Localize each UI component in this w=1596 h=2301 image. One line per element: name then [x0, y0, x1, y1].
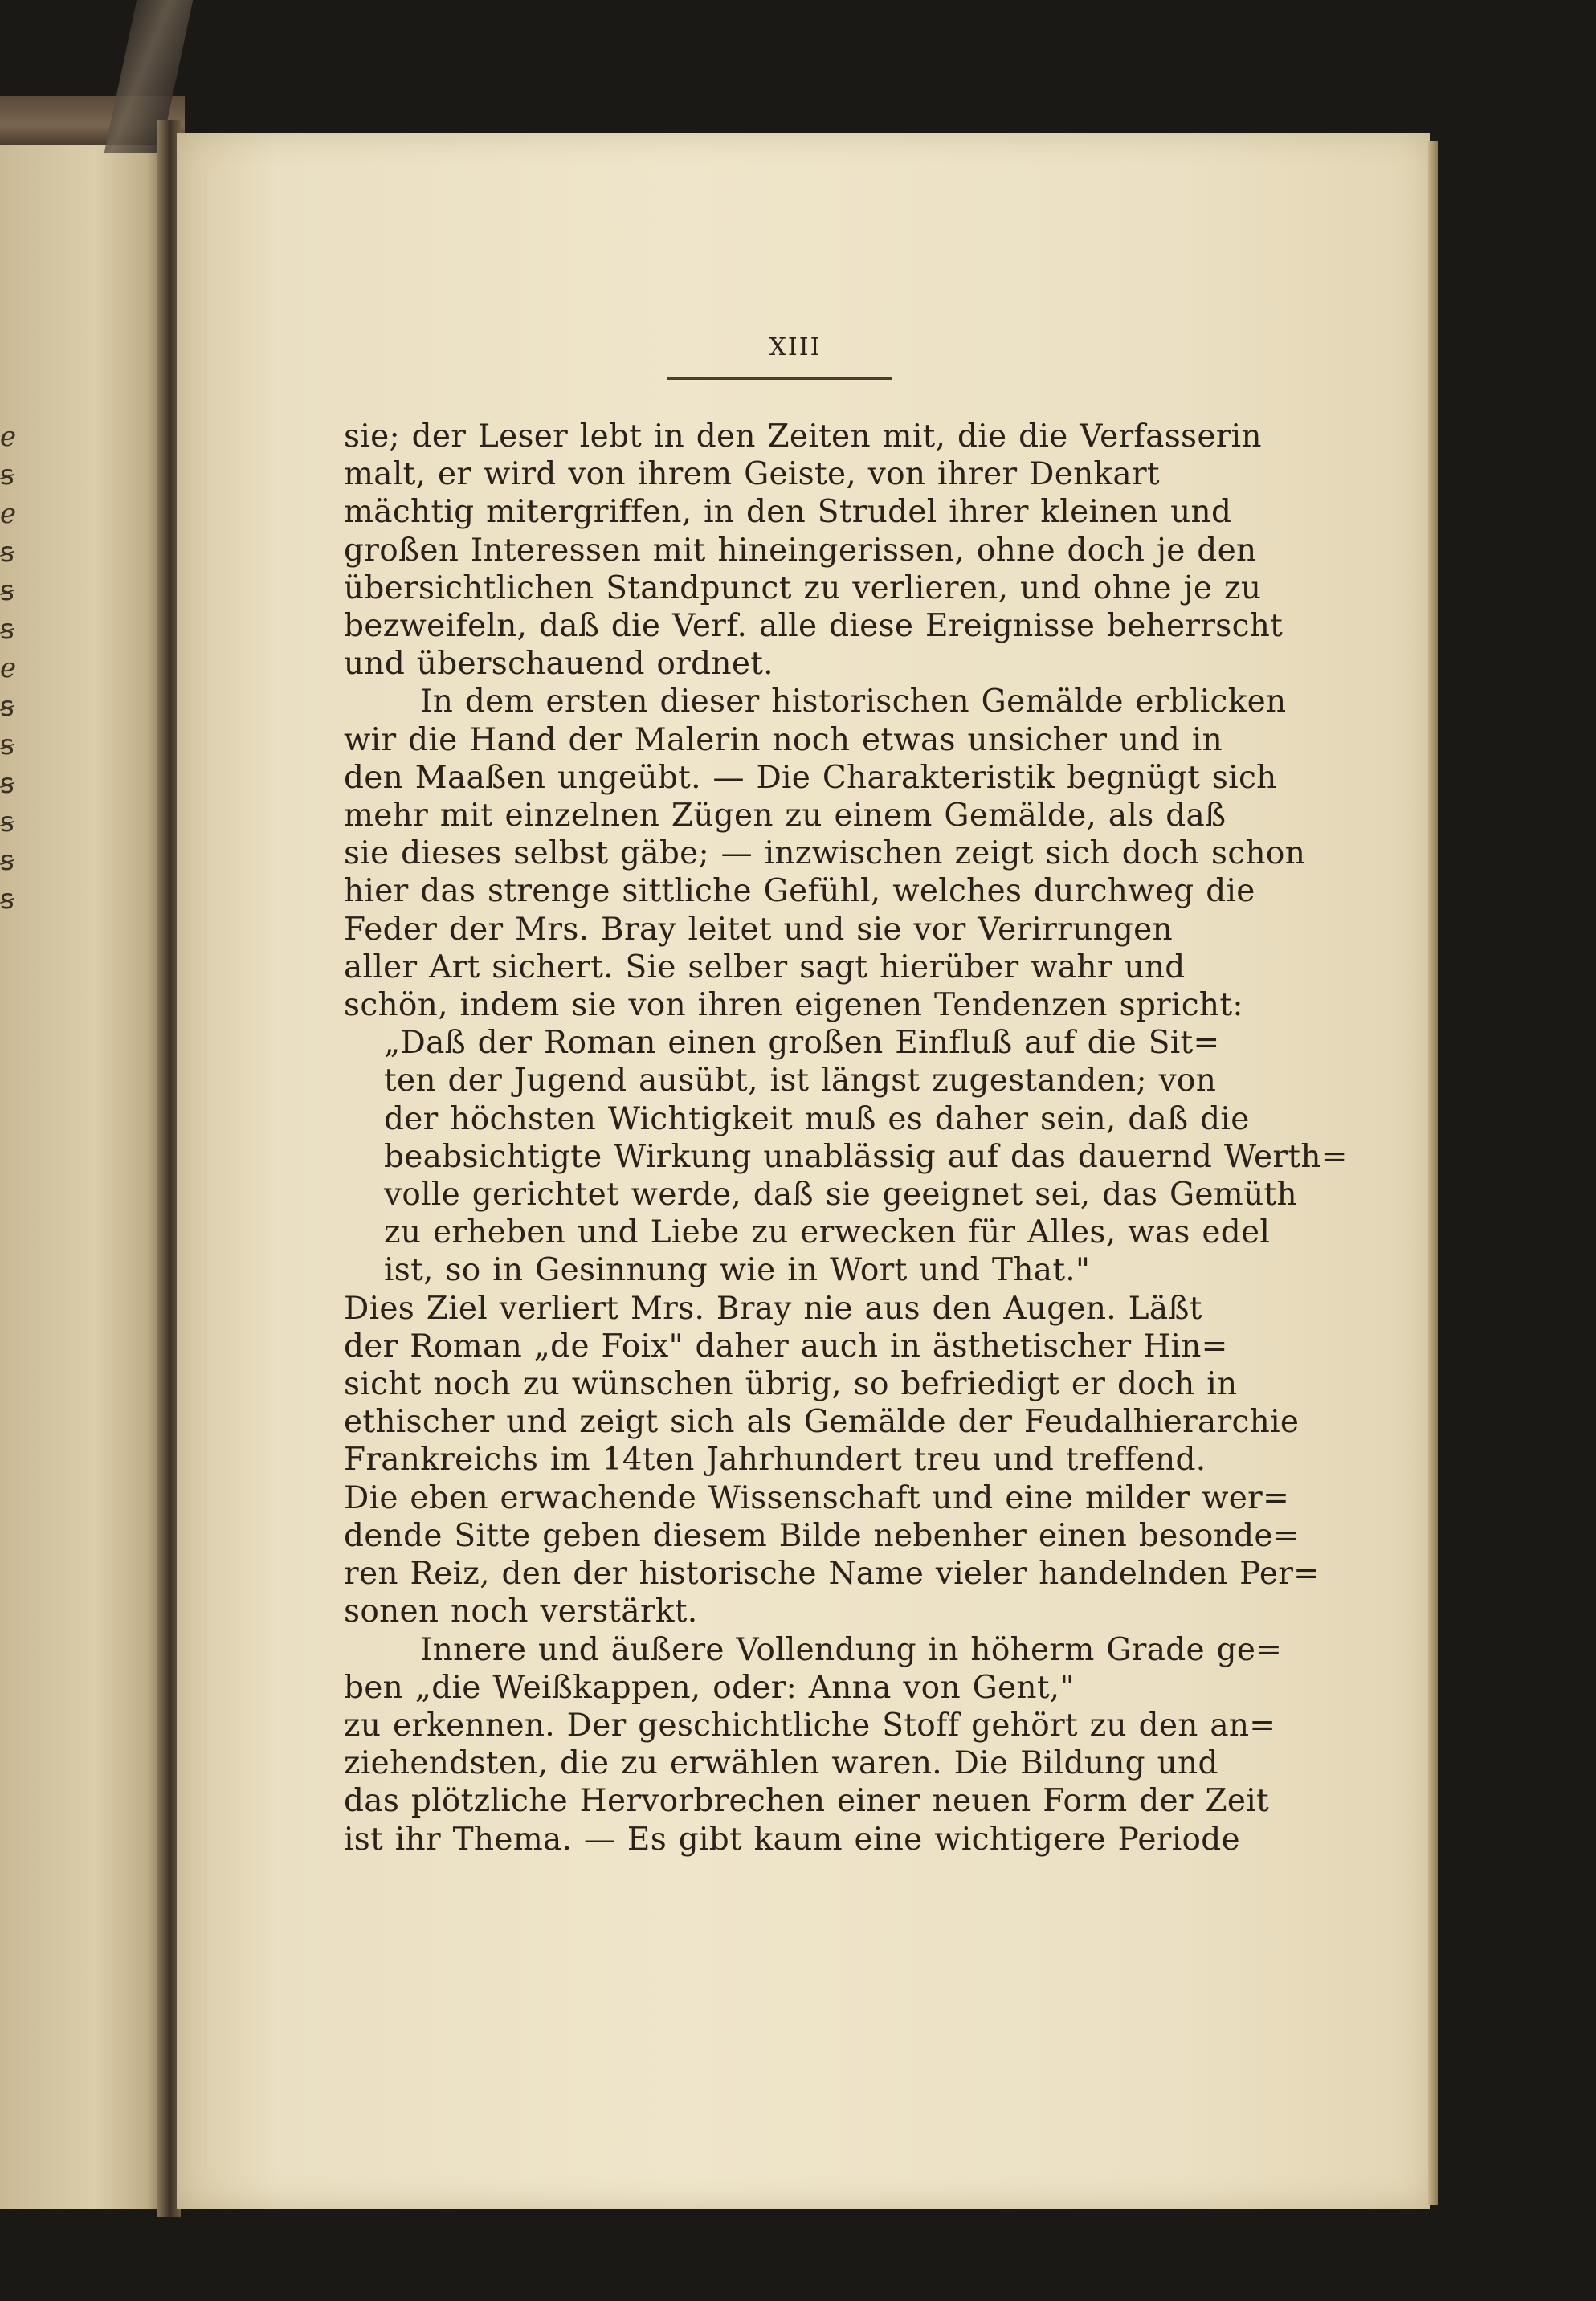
quote-line: beabsichtigte Wirkung unablässig auf das dauernd Werth=	[384, 1138, 1348, 1175]
block-quote	[344, 1024, 1348, 1289]
quote-line: ist, so in Gesinnung wie in Wort und That."	[384, 1252, 1091, 1289]
text-line: hier das strenge sittliche Gefühl, welches durchweg die	[344, 873, 1255, 910]
text-line: ist ihr Thema. — Es gibt kaum eine wichtigere Periode	[344, 1821, 1240, 1858]
edge-fragment: ꞩ	[0, 806, 14, 838]
edge-fragment: ℯ	[0, 498, 17, 530]
edge-fragment: ꞩ	[0, 845, 14, 877]
text-line: sie dieses selbst gäbe; — inzwischen zeigt sich doch schon	[344, 835, 1306, 872]
text-line: mächtig mitergriffen, in den Strudel ihrer kleinen und	[344, 494, 1232, 531]
edge-fragment: ꞩ	[0, 691, 14, 723]
paragraph-2	[344, 683, 1306, 1024]
quote-line: der höchsten Wichtigkeit muß es daher sein, daß die	[384, 1100, 1250, 1137]
text-line: ben „die Weißkappen, oder: Anna von Gent,"	[344, 1669, 1075, 1706]
quote-line: zu erheben und Liebe zu erwecken für Alles, was edel	[384, 1214, 1271, 1251]
text-line: aller Art sichert. Sie selber sagt hierüber wahr und	[344, 949, 1186, 985]
text-line: Innere und äußere Vollendung in höherm Grade ge=	[420, 1631, 1283, 1668]
edge-fragment: ꞩ	[0, 575, 14, 607]
text-line: ethischer und zeigt sich als Gemälde der Feudalhierarchie	[344, 1404, 1300, 1441]
text-line: Feder der Mrs. Bray leitet und sie vor Verirrungen	[344, 911, 1173, 948]
text-line: sie; der Leser lebt in den Zeiten mit, die die Verfasserin	[344, 418, 1262, 455]
text-line: übersichtlichen Standpunct zu verlieren, und ohne je zu	[344, 569, 1262, 606]
quote-line: volle gerichtet werde, daß sie geeignet sei, das Gemüth	[384, 1177, 1297, 1214]
quote-line: ten der Jugend ausübt, ist längst zugestanden; von	[384, 1063, 1217, 1100]
text-line: der Roman „de Foix" daher auch in ästhetischer Hin=	[344, 1328, 1228, 1365]
page-number: XIII	[769, 333, 822, 361]
text-line: mehr mit einzelnen Zügen zu einem Gemälde, als daß	[344, 798, 1227, 834]
text-line: ziehendsten, die zu erwählen waren. Die Bildung und	[344, 1745, 1218, 1782]
text-line: zu erkennen. Der geschichtliche Stoff gehört zu den an=	[344, 1707, 1276, 1744]
left-page	[0, 120, 173, 2209]
edge-fragment: ℯ	[0, 652, 17, 684]
text-line: wir die Hand der Malerin noch etwas unsicher und in	[344, 721, 1223, 758]
edge-fragment: ꞩ	[0, 536, 14, 569]
edge-fragment: ꞩ	[0, 459, 14, 492]
edge-fragment: ꞩ	[0, 729, 14, 761]
left-page-edge-fragments	[0, 418, 24, 919]
text-line: Die eben erwachende Wissenschaft und eine milder wer=	[344, 1479, 1290, 1516]
edge-fragment: ꞩ	[0, 883, 14, 916]
paragraph-1	[344, 418, 1284, 683]
text-line: den Maaßen ungeübt. — Die Charakteristik begnügt sich	[344, 759, 1277, 796]
text-line: dende Sitte geben diesem Bilde nebenher einen besonde=	[344, 1517, 1300, 1554]
text-line: bezweifeln, daß die Verf. alle diese Ereignisse beherrscht	[344, 608, 1284, 645]
text-line: das plötzliche Hervorbrechen einer neuen Form der Zeit	[344, 1783, 1270, 1820]
text-line: ren Reiz, den der historische Name vieler handelnden Per=	[344, 1556, 1320, 1593]
text-line: schön, indem sie von ihren eigenen Tendenzen spricht:	[344, 987, 1243, 1024]
edge-fragment: ꞩ	[0, 614, 14, 646]
text-line: In dem ersten dieser historischen Gemälde erblicken	[420, 683, 1287, 720]
quote-line: „Daß der Roman einen großen Einfluß auf die Sit=	[384, 1025, 1220, 1062]
text-line: großen Interessen mit hineingerissen, ohne doch je den	[344, 532, 1257, 569]
text-line: sicht noch zu wünschen übrig, so befriedigt er doch in	[344, 1366, 1238, 1403]
text-line: malt, er wird von ihrem Geiste, von ihrer Denkart	[344, 456, 1160, 493]
paragraph-3	[344, 1290, 1320, 1631]
body-text	[344, 418, 1348, 1858]
text-line: Dies Ziel verliert Mrs. Bray nie aus den Augen. Läßt	[344, 1290, 1202, 1327]
edge-fragment: ꞩ	[0, 768, 14, 800]
text-line: Frankreichs im 14ten Jahrhundert treu und treffend.	[344, 1442, 1206, 1479]
edge-fragment: ℯ	[0, 421, 17, 453]
paragraph-4	[344, 1631, 1283, 1858]
page-edge	[1428, 141, 1438, 2205]
header-rule	[667, 377, 892, 380]
text-line: sonen noch verstärkt.	[344, 1593, 698, 1630]
text-line: und überschauend ordnet.	[344, 646, 774, 683]
